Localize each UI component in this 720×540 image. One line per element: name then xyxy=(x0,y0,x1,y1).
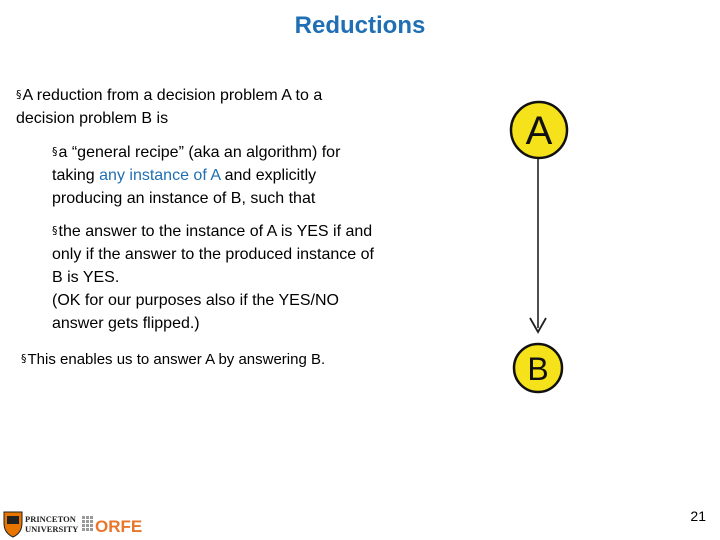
princeton-wordmark-line1: PRINCETON xyxy=(25,514,76,524)
princeton-wordmark-line2: UNIVERSITY xyxy=(25,524,79,534)
bullet-text: the answer to the instance of A is YES if and only if the answer to the produced instance of B is YES. xyxy=(52,223,374,286)
bullet-marker: § xyxy=(16,88,22,101)
orfe-wordmark: ORFE xyxy=(95,517,143,536)
bullet-text: A reduction from a decision problem A to a decision problem B is xyxy=(16,87,323,127)
highlighted-text: any instance of A xyxy=(99,167,221,184)
reduction-diagram xyxy=(500,90,590,410)
bullet-marker: § xyxy=(21,352,27,365)
bullet-general-recipe xyxy=(52,140,382,210)
node-b-label: B xyxy=(527,351,549,387)
bullet-note: (OK for our purposes also if the YES/NO answer gets flipped.) xyxy=(52,292,339,332)
bullet-marker: § xyxy=(52,224,58,237)
bullet-marker: § xyxy=(52,145,58,158)
bullet-answer-equivalence xyxy=(52,219,382,335)
slide-title: Reductions xyxy=(294,12,426,39)
page-number: 21 xyxy=(690,508,706,524)
orfe-grid-icon xyxy=(82,516,93,531)
bullet-reduction-definition xyxy=(16,83,376,130)
bullet-text-end: and explicitly producing an instance of B, such that xyxy=(52,167,317,207)
node-b xyxy=(514,344,562,392)
bullet-enables xyxy=(21,347,381,371)
footer-logos xyxy=(2,508,162,538)
node-a xyxy=(511,102,567,158)
bullet-text: a “general recipe” (aka an algorithm) for taking xyxy=(52,144,341,184)
princeton-shield-icon xyxy=(4,512,22,537)
bullet-text: This enables us to answer A by answering B. xyxy=(27,351,326,368)
node-a-label: A xyxy=(525,109,553,153)
